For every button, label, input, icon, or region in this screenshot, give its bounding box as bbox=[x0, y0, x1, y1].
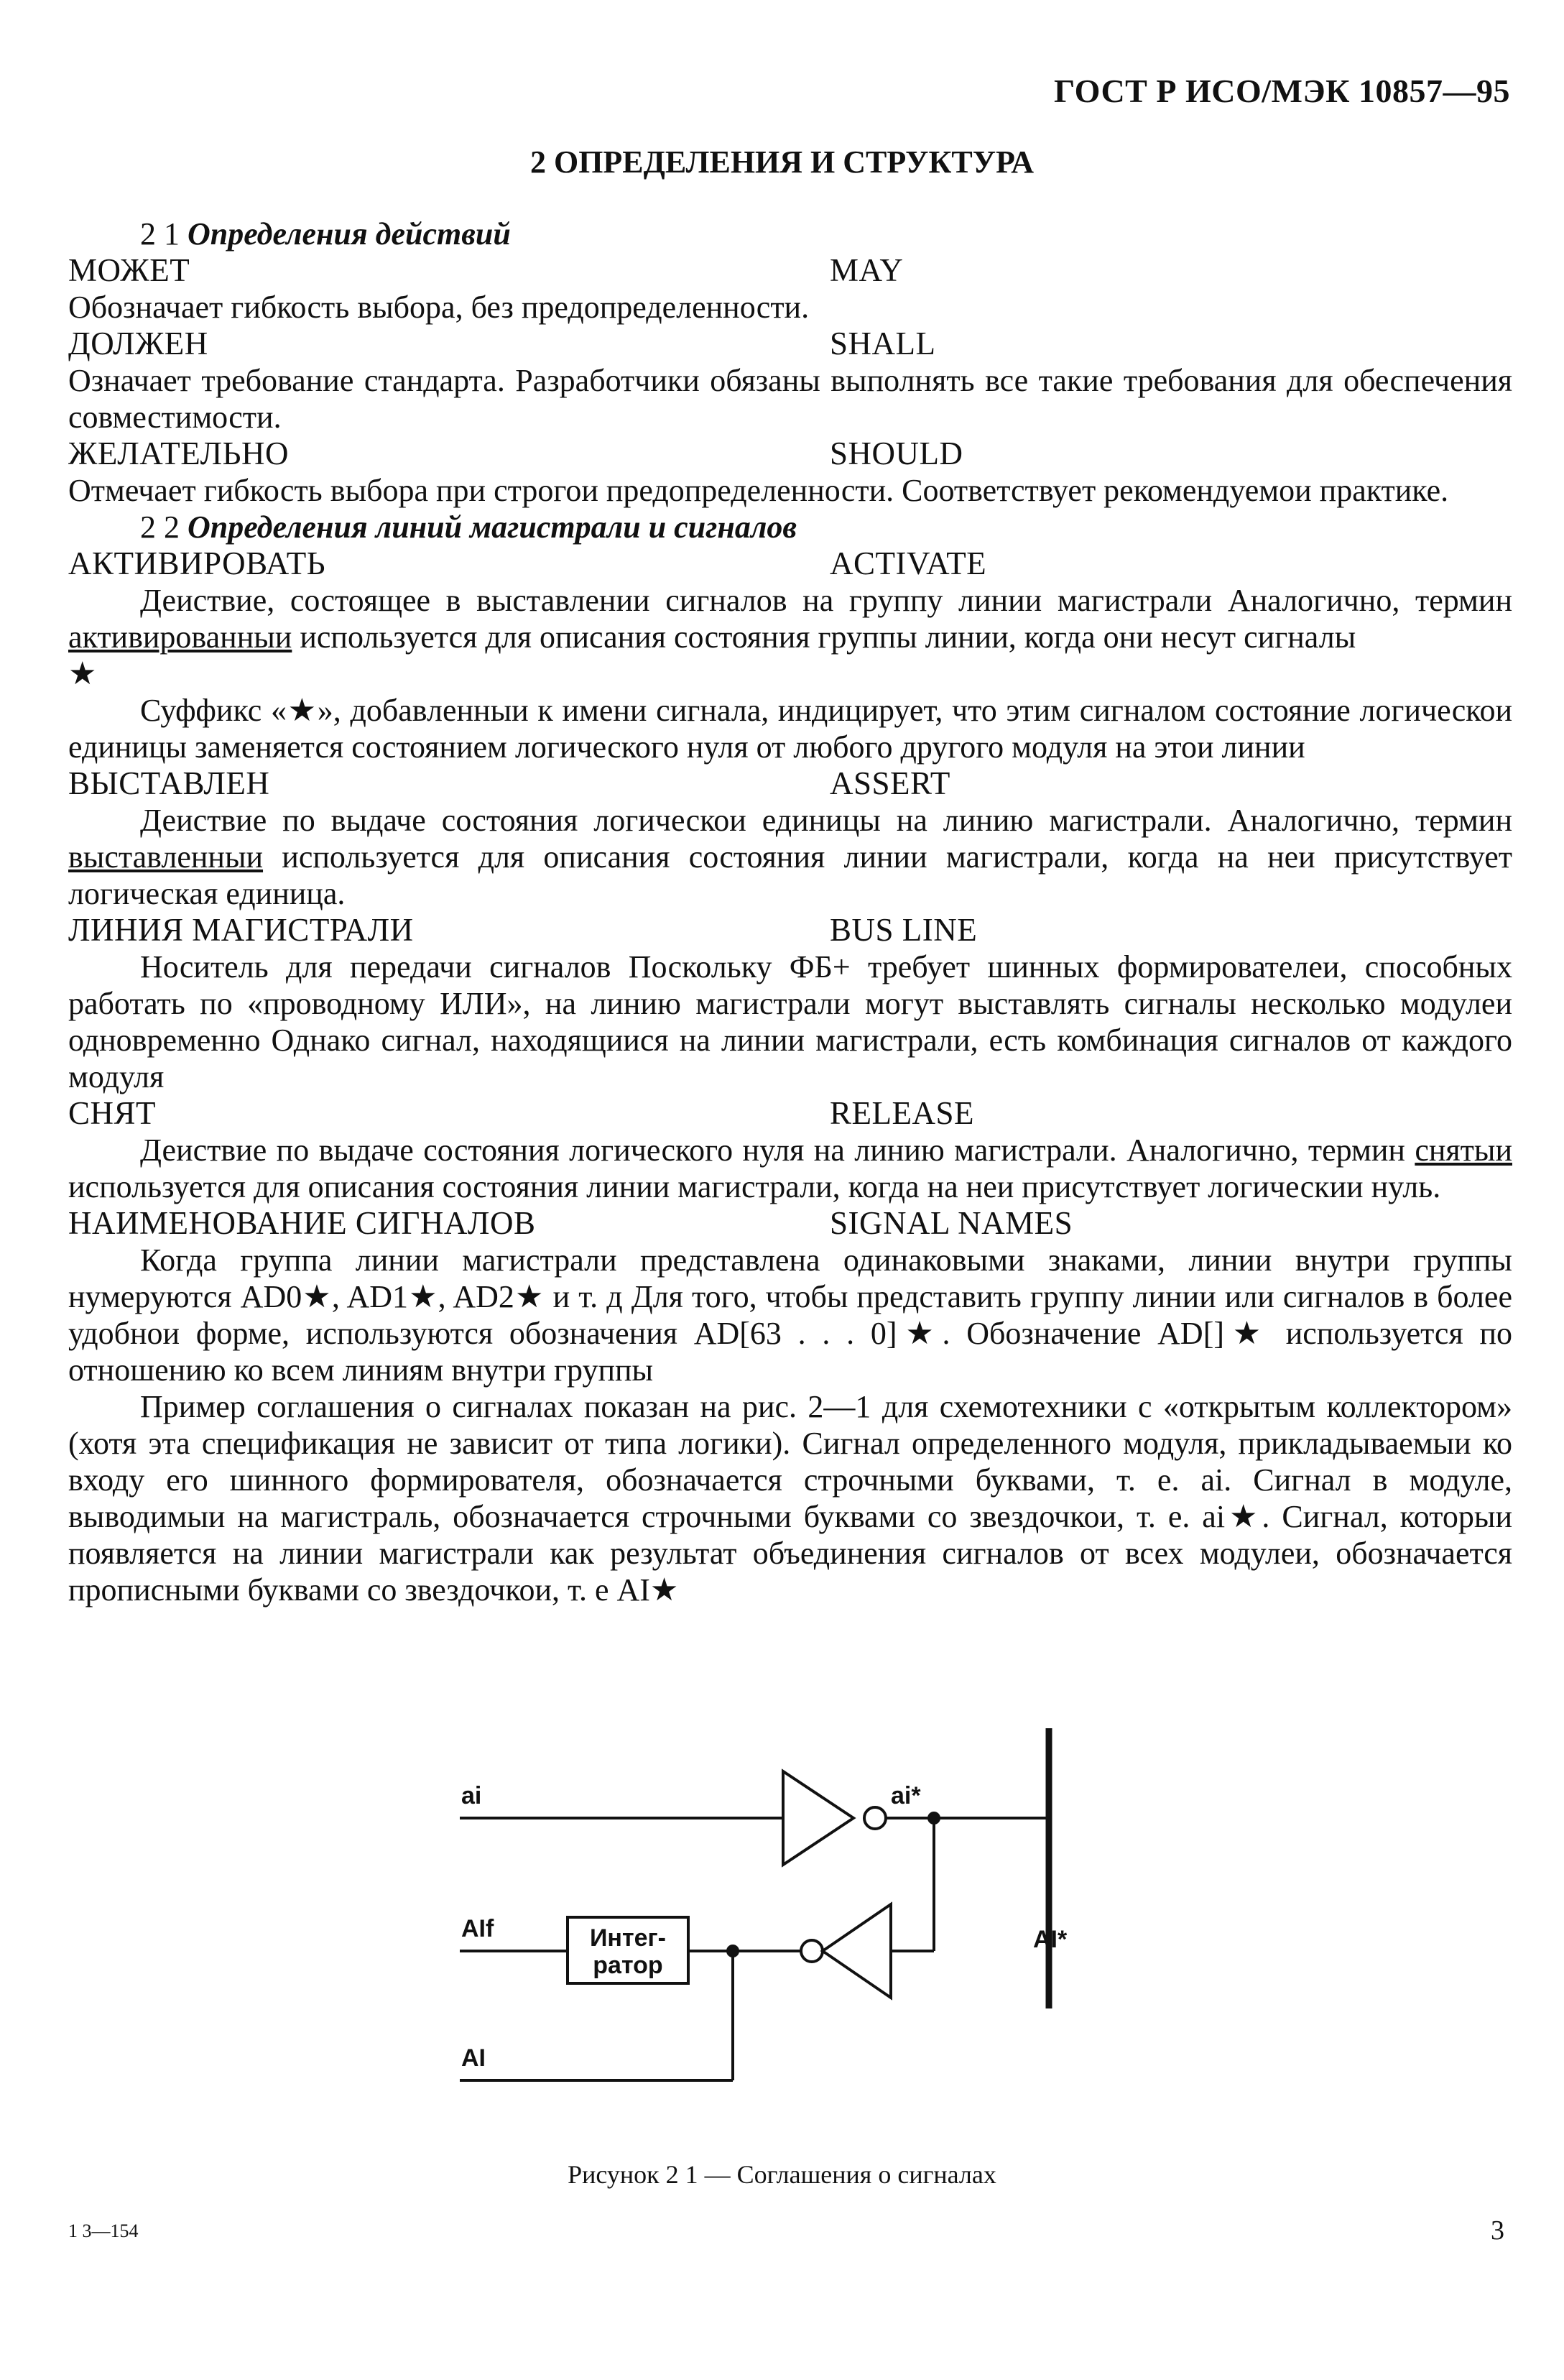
signal-convention-figure bbox=[424, 1717, 1114, 2149]
definition-text: используется для описания состояния группы линии, когда они несут сигналы bbox=[292, 619, 1356, 655]
term-en: ASSERT bbox=[830, 765, 950, 801]
subsection-number: 2 1 bbox=[140, 216, 188, 252]
junction-dot bbox=[726, 1945, 739, 1957]
term-definition bbox=[68, 1132, 1512, 1205]
term-row bbox=[68, 252, 1512, 289]
output-buffer-inversion-bubble bbox=[864, 1807, 886, 1829]
term-row bbox=[68, 765, 1512, 802]
page-number: 3 bbox=[1491, 2215, 1504, 2246]
term-definition bbox=[68, 802, 1512, 912]
print-order-number: 1 3—154 bbox=[68, 2220, 139, 2241]
input-receiver-inversion-bubble bbox=[801, 1940, 823, 1962]
signal-diagram bbox=[424, 1717, 1114, 2149]
output-buffer-triangle bbox=[783, 1771, 853, 1865]
label-aif: AIf bbox=[461, 1915, 494, 1942]
term-definition: Обозначает гибкость выбора, без предопределенности. bbox=[68, 290, 810, 325]
subsection-number: 2 2 bbox=[140, 509, 188, 545]
term-ru: ЖЕЛАТЕЛЬНО bbox=[68, 435, 290, 471]
definition-text: используется для описания состояния линии магистрали, когда на неи присутствует логическая единица. bbox=[68, 839, 1512, 911]
term-ru: НАИМЕНОВАНИЕ СИГНАЛОВ bbox=[68, 1205, 536, 1241]
term-en: SIGNAL NAMES bbox=[830, 1205, 1073, 1241]
term-row bbox=[68, 545, 1512, 582]
figure-caption: Рисунок 2 1 — Соглашения о сигналах bbox=[568, 2160, 996, 2189]
term-ru: ДОЛЖЕН bbox=[68, 326, 208, 361]
subsection-heading bbox=[68, 509, 1512, 545]
term-ru: ВЫСТАВЛЕН bbox=[68, 765, 270, 801]
definition-text: Деиствие по выдаче состояния логического нуля на линию магистрали. Аналогично, термин bbox=[140, 1133, 1415, 1168]
term-definition: Отмечает гибкость выбора при строгои предопределенности. Соответствует рекомендуемои практике. bbox=[68, 473, 1449, 508]
term-row bbox=[68, 1205, 1512, 1242]
integrator-label-line2: ратор bbox=[593, 1952, 663, 1979]
term-ru: СНЯТ bbox=[68, 1095, 157, 1131]
definition-text: Деиствие по выдаче состояния логическои единицы на линию магистрали. Аналогично, термин bbox=[140, 803, 1512, 838]
underlined-term: активированныи bbox=[68, 619, 292, 655]
input-receiver-triangle bbox=[823, 1904, 891, 1998]
underlined-term: снятыи bbox=[1415, 1133, 1512, 1168]
standard-code-header: ГОСТ Р ИСО/МЭК 10857—95 bbox=[1054, 73, 1510, 109]
label-bus: AI* bbox=[1033, 1926, 1068, 1953]
document-body bbox=[68, 216, 1512, 1608]
term-en: SHALL bbox=[830, 326, 936, 361]
section-title: 2 ОПРЕДЕЛЕНИЯ И СТРУКТУРА bbox=[529, 144, 1035, 180]
term-definition: Означает требование стандарта. Разработчики обязаны выполнять все такие требования для обеспечения совместимости. bbox=[68, 363, 1512, 435]
term-row bbox=[68, 326, 1512, 362]
term-definition bbox=[68, 582, 1512, 655]
term-definition: Суффикс «★», добавленныи к имени сигнала, индицирует, что этим сигналом состояние логическои единицы заменяется состоянием логического нуля от любого другого модуля на этои линии bbox=[68, 693, 1512, 765]
integrator-label-line1: Интег- bbox=[589, 1924, 667, 1952]
term-ru: АКТИВИРОВАТЬ bbox=[68, 545, 326, 581]
term-row bbox=[68, 435, 1512, 472]
label-al: AI bbox=[461, 2044, 486, 2072]
term-ru: МОЖЕТ bbox=[68, 252, 190, 288]
term-definition: Когда группа линии магистрали представлена одинаковыми знаками, линии внутри группы нумеруются AD0★, AD1★, AD2★ и т. д Для того, чтобы представить группу линии или сигналов в более удобнои форме, используются обозначения AD[63 . . . 0]★. Обозначение AD[]★ используется по отношению ко всем линиям внутри группы bbox=[68, 1242, 1512, 1388]
term-en: MAY bbox=[830, 252, 904, 288]
star-symbol: ★ bbox=[68, 656, 97, 691]
subsection-title: Определения линий магистрали и сигналов bbox=[188, 509, 797, 545]
definition-text: Деиствие, состоящее в выставлении сигналов на группу линии магистрали Аналогично, термин bbox=[140, 583, 1512, 618]
underlined-term: выставленныи bbox=[68, 839, 264, 875]
term-ru: ЛИНИЯ МАГИСТРАЛИ bbox=[68, 912, 414, 948]
term-en: ACTIVATE bbox=[830, 545, 987, 581]
definition-text: используется для описания состояния линии магистрали, когда на неи присутствует логическии нуль. bbox=[68, 1169, 1441, 1204]
label-ai: ai bbox=[461, 1782, 482, 1809]
term-en: RELEASE bbox=[830, 1095, 974, 1131]
term-row bbox=[68, 912, 1512, 949]
term-definition: Носитель для передачи сигналов Поскольку ФБ+ требует шинных формирователеи, способных работать по «проводному ИЛИ», на линию магистрали могут выставлять сигналы несколько модулеи одновременно Однако сигнал, находящиися на линии магистрали, есть комбинация сигналов от каждого модуля bbox=[68, 949, 1512, 1094]
term-en: SHOULD bbox=[830, 435, 963, 471]
term-row bbox=[68, 1095, 1512, 1132]
junction-dot bbox=[927, 1812, 940, 1825]
label-ai-star: ai* bbox=[891, 1782, 921, 1809]
term-en: BUS LINE bbox=[830, 912, 978, 948]
subsection-heading bbox=[68, 216, 1512, 252]
subsection-title: Определения действий bbox=[188, 216, 511, 252]
example-paragraph: Пример соглашения о сигналах показан на рис. 2—1 для схемотехники с «открытым коллектором» (хотя эта спецификация не зависит от типа логики). Сигнал определенного модуля, прикладываемыи ко входу его шинного формирователя, обозначается строчными буквами, т. е. ai. Сигнал в модуле, выводимыи на магистраль, обозначается строчными буквами со звездочкои, т. е. ai★. Сигнал, которыи появляется на линии магистрали как результат объединения сигналов от всех модулеи, обозначается прописными буквами со звездочкои, т. е AI★ bbox=[68, 1389, 1512, 1608]
